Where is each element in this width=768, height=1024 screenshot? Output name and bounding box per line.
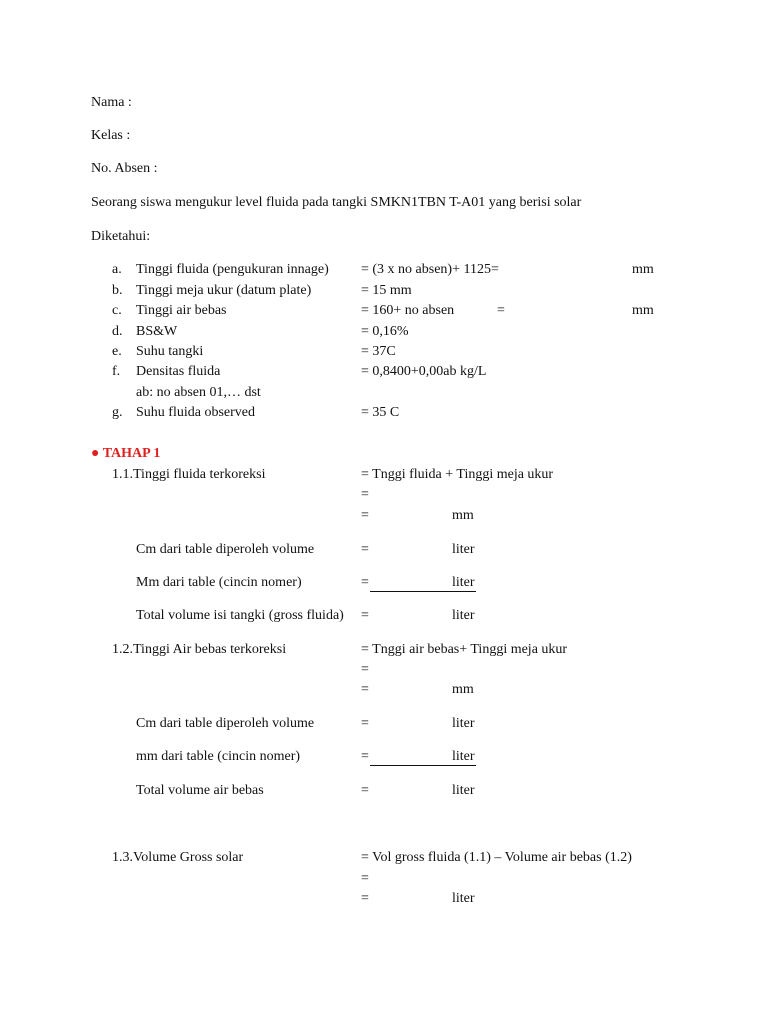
section-1-1-total-eq: =: [361, 608, 369, 623]
list-value: = 0,16%: [361, 324, 409, 339]
section-1-3-title: 1.3.Volume Gross solar: [112, 850, 244, 865]
section-1-3-eq2: =: [361, 871, 369, 886]
section-1-3-eq3: =: [361, 891, 369, 906]
section-1-2-cm-eq: =: [361, 716, 369, 731]
section-1-1-mm-label: Mm dari table (cincin nomer): [136, 575, 302, 590]
section-1-1-cm-label: Cm dari table diperoleh volume: [136, 542, 315, 557]
section-1-1-mm-unit: liter: [452, 575, 475, 590]
section-1-2-title: 1.2.Tinggi Air bebas terkoreksi: [112, 642, 287, 657]
list-value: = 15 mm: [361, 283, 412, 298]
section-1-1-mm-eq: =: [361, 575, 369, 590]
section-1-3-unit: liter: [452, 891, 475, 906]
absen-label: No. Absen :: [91, 161, 158, 176]
nama-label: Nama :: [91, 95, 132, 110]
section-1-2-unit: mm: [452, 682, 474, 697]
section-1-1-total-unit: liter: [452, 608, 475, 623]
list-label: Suhu fluida observed: [136, 405, 255, 420]
list-value: = 0,8400+0,00ab kg/L: [361, 364, 487, 379]
list-marker: d.: [112, 324, 123, 339]
list-note: ab: no absen 01,… dst: [136, 385, 261, 400]
section-1-1-unit: mm: [452, 508, 474, 523]
list-label: Tinggi air bebas: [136, 303, 227, 318]
list-value: = 160+ no absen: [361, 303, 455, 318]
list-label: BS&W: [136, 324, 178, 339]
section-1-2-mm-label: mm dari table (cincin nomer): [136, 749, 301, 764]
section-1-2-mm-unit: liter: [452, 749, 475, 764]
section-1-2-eq3: =: [361, 682, 369, 697]
list-eq: =: [497, 303, 505, 318]
list-unit: mm: [632, 303, 654, 318]
section-1-1-title: 1.1.Tinggi fluida terkoreksi: [112, 467, 266, 482]
tahap-heading: ● TAHAP 1: [91, 446, 161, 461]
section-1-2-total-eq: =: [361, 783, 369, 798]
section-1-2-total-label: Total volume air bebas: [136, 783, 264, 798]
section-1-2-cm-unit: liter: [452, 716, 475, 731]
list-unit: mm: [632, 262, 654, 277]
list-value: = 37C: [361, 344, 396, 359]
list-marker: b.: [112, 283, 123, 298]
list-marker: c.: [112, 303, 122, 318]
intro-text: Seorang siswa mengukur level fluida pada tangki SMKN1TBN T-A01 yang berisi solar: [91, 195, 582, 210]
list-label: Tinggi meja ukur (datum plate): [136, 283, 312, 298]
section-1-2-eq1: = Tnggi air bebas+ Tinggi meja ukur: [361, 642, 568, 657]
list-label: Tinggi fluida (pengukuran innage): [136, 262, 329, 277]
list-marker: e.: [112, 344, 122, 359]
section-1-1-cm-eq: =: [361, 542, 369, 557]
list-marker: a.: [112, 262, 122, 277]
section-1-2-total-unit: liter: [452, 783, 475, 798]
section-1-1-eq1: = Tnggi fluida + Tinggi meja ukur: [361, 467, 554, 482]
section-1-1-cm-unit: liter: [452, 542, 475, 557]
list-value: = 35 C: [361, 405, 400, 420]
section-1-2-mm-eq: =: [361, 749, 369, 764]
section-1-1-eq2: =: [361, 487, 369, 502]
list-marker: f.: [112, 364, 121, 379]
section-1-1-total-label: Total volume isi tangki (gross fluida): [136, 608, 344, 623]
section-1-3-eq1: = Vol gross fluida (1.1) – Volume air bebas (1.2): [361, 850, 632, 865]
list-marker: g.: [112, 405, 123, 420]
diketahui-heading: Diketahui:: [91, 229, 151, 244]
kelas-label: Kelas :: [91, 128, 131, 143]
section-1-2-eq2: =: [361, 662, 369, 677]
list-value: = (3 x no absen)+ 1125=: [361, 262, 499, 277]
section-1-1-eq3: =: [361, 508, 369, 523]
list-label: Suhu tangki: [136, 344, 204, 359]
list-label: Densitas fluida: [136, 364, 221, 379]
section-1-2-cm-label: Cm dari table diperoleh volume: [136, 716, 315, 731]
